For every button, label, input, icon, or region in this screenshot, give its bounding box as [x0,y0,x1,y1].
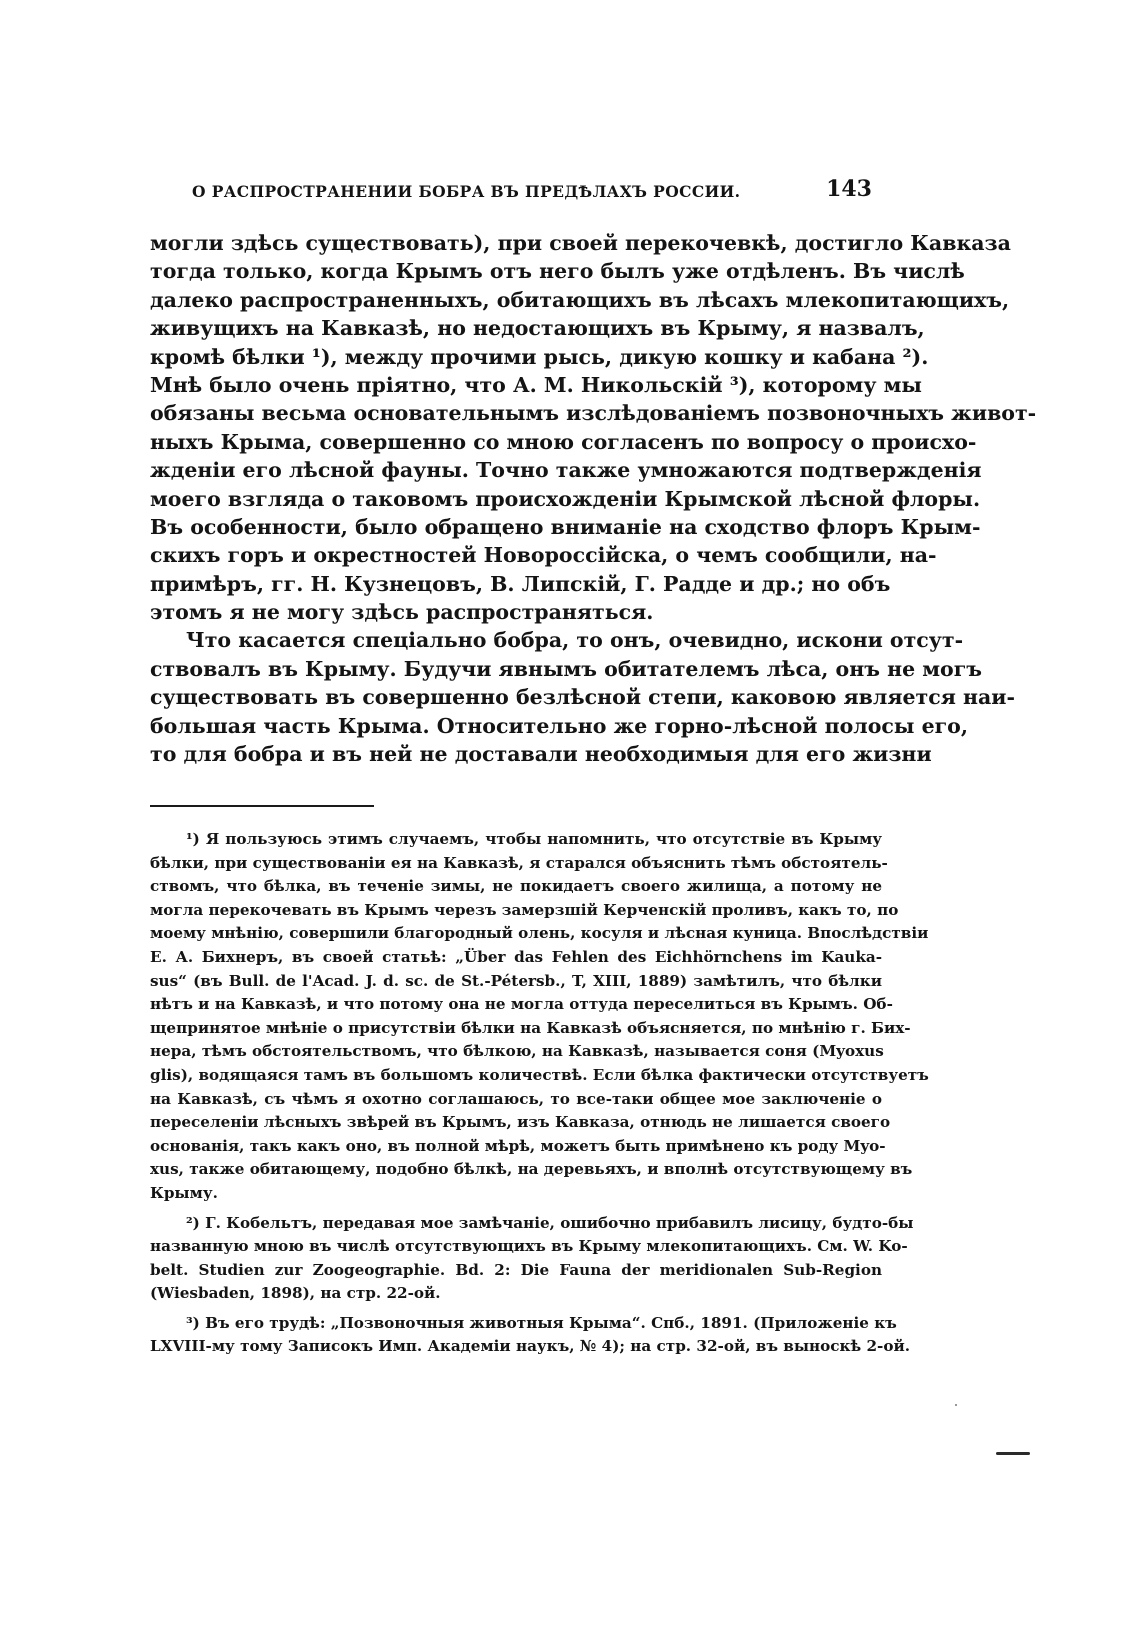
text-line: тогда только, когда Крымъ отъ него былъ уже отдѣленъ. Въ числѣ [150,259,965,284]
footnote-line: могла перекочевать въ Крымъ черезъ замерзшій Керченскій проливъ, какъ то, по [150,900,899,919]
text-line: этомъ я не могу здѣсь распространяться. [150,600,654,625]
footnote-line: ¹) Я пользуюсь этимъ случаемъ, чтобы напомнить, что отсутствіе въ Крыму [186,830,882,848]
footnote-line: переселеніи лѣсныхъ звѣрей въ Крымъ, изъ Кавказа, отнюдь не лишается своего [150,1113,891,1132]
text-line: существовать въ совершенно безлѣсной степи, каковою является наи- [150,685,1016,710]
footnote-line: (Wiesbaden, 1898), на стр. 22-ой. [150,1284,441,1303]
footnote-line: щепринятое мнѣніе о присутствіи бѣлки на Кавказѣ объясняется, по мнѣнію г. Бих- [150,1018,911,1037]
text-line: ствовалъ въ Крыму. Будучи явнымъ обитателемъ лѣса, онъ не могъ [150,656,983,681]
footnote-line: xus, также обитающему, подобно бѣлкѣ, на деревьяхъ, и вполнѣ отсутствующему въ [150,1160,913,1179]
footnote-line: на Кавказѣ, съ чѣмъ я охотно соглашаюсь, то все-таки общее мое заключеніе о [150,1089,882,1108]
footnote-divider [150,805,374,807]
text-line: моего взгляда о таковомъ происхожденіи Крымской лѣсной флоры. [150,486,981,511]
scan-speck [955,1404,957,1406]
footnote-1 [150,828,929,1206]
footnote-line: нѣтъ и на Кавказѣ, и что потому она не могла оттуда переселиться въ Крымъ. Об- [150,995,893,1014]
footnote-line: бѣлки, при существованіи ея на Кавказѣ, я старался объяснить тѣмъ обстоятель- [150,853,888,872]
running-title: О РАСПРОСТРАНЕНИИ БОБРА ВЪ ПРЕДѢЛАХЪ РОССИИ. [192,182,741,201]
footnote-line: glis), водящаяся тамъ въ большомъ количествѣ. Если бѣлка фактически отсутствуетъ [150,1065,929,1084]
footnote-line: названную мною въ числѣ отсутствующихъ въ Крыму млекопитающихъ. См. W. Ko- [150,1237,908,1256]
footnote-line: Крыму. [150,1183,218,1202]
running-head [150,176,882,206]
footnote-line: ³) Въ его трудѣ: „Позвоночныя животныя Крыма“. Спб., 1891. (Приложеніе къ [186,1313,897,1332]
text-line: далеко распространенныхъ, обитающихъ въ лѣсахъ млекопитающихъ, [150,287,1010,312]
footnotes [150,828,929,1359]
footnote-line: belt. Studien zur Zoogeographie. Bd. 2: Die Fauna der meridionalen Sub-Region [150,1260,882,1279]
footnote-line: Е. А. Бихнеръ, въ своей статьѣ: „Über das Fehlen des Eichhörnchens im Kauka- [150,947,882,966]
footnote-2 [150,1212,914,1306]
page-number: 143 [826,176,872,202]
text-line: то для бобра и въ ней не доставали необходимыя для его жизни [150,742,932,767]
text-line: Въ особенности, было обращено вниманіе на сходство флоръ Крым- [150,514,981,539]
text-line: Что касается спеціально бобра, то онъ, очевидно, искони отсут- [186,628,964,653]
margin-mark [996,1452,1030,1455]
text-line: ныхъ Крыма, совершенно со мною согласенъ по вопросу о происхо- [150,429,977,454]
text-line: кромѣ бѣлки ¹), между прочими рысь, дикую кошку и кабана ²). [150,344,929,369]
text-line: большая часть Крыма. Относительно же горно-лѣсной полосы его, [150,713,968,738]
text-line: Мнѣ было очень пріятно, что А. М. Никольскій ³), которому мы [150,372,922,397]
footnote-line: ²) Г. Кобельтъ, передавая мое замѣчаніе, ошибочно прибавилъ лисицу, будто-бы [186,1213,914,1232]
footnote-line: LXVIII-му тому Записокъ Имп. Академіи наукъ, № 4); на стр. 32-ой, въ выноскѣ 2-ой. [150,1337,911,1356]
footnote-line: sus“ (въ Bull. de l'Acad. J. d. sc. de St.-Pétersb., T, XIII, 1889) замѣтилъ, что бѣлки [150,971,882,990]
text-line: живущихъ на Кавказѣ, но недостающихъ въ Крыму, я назвалъ, [150,316,925,341]
text-line: могли здѣсь существовать), при своей перекочевкѣ, достигло Кавказа [150,231,1011,255]
text-line: обязаны весьма основательнымъ изслѣдованіемъ позвоночныхъ живот- [150,401,1037,426]
footnote-3 [150,1312,911,1359]
text-line: жденіи его лѣсной фауны. Точно также умножаются подтвержденія [150,458,982,483]
footnote-line: моему мнѣнію, совершили благородный олень, косуля и лѣсная куница. Впослѣдствіи [150,924,929,943]
main-text [150,229,1037,768]
text-line: примѣръ, гг. Н. Кузнецовъ, В. Липскій, Г. Радде и др.; но объ [150,571,891,596]
footnote-line: ствомъ, что бѣлка, въ теченіе зимы, не покидаетъ своего жилища, а потому не [150,877,882,896]
text-line: скихъ горъ и окрестностей Новороссійска, о чемъ сообщили, на- [150,543,937,568]
footnote-line: основанія, такъ какъ оно, въ полной мѣрѣ, можетъ быть примѣнено къ роду Myo- [150,1136,886,1155]
footnote-line: нера, тѣмъ обстоятельствомъ, что бѣлкою, на Кавказѣ, называется соня (Myoxus [150,1042,884,1061]
